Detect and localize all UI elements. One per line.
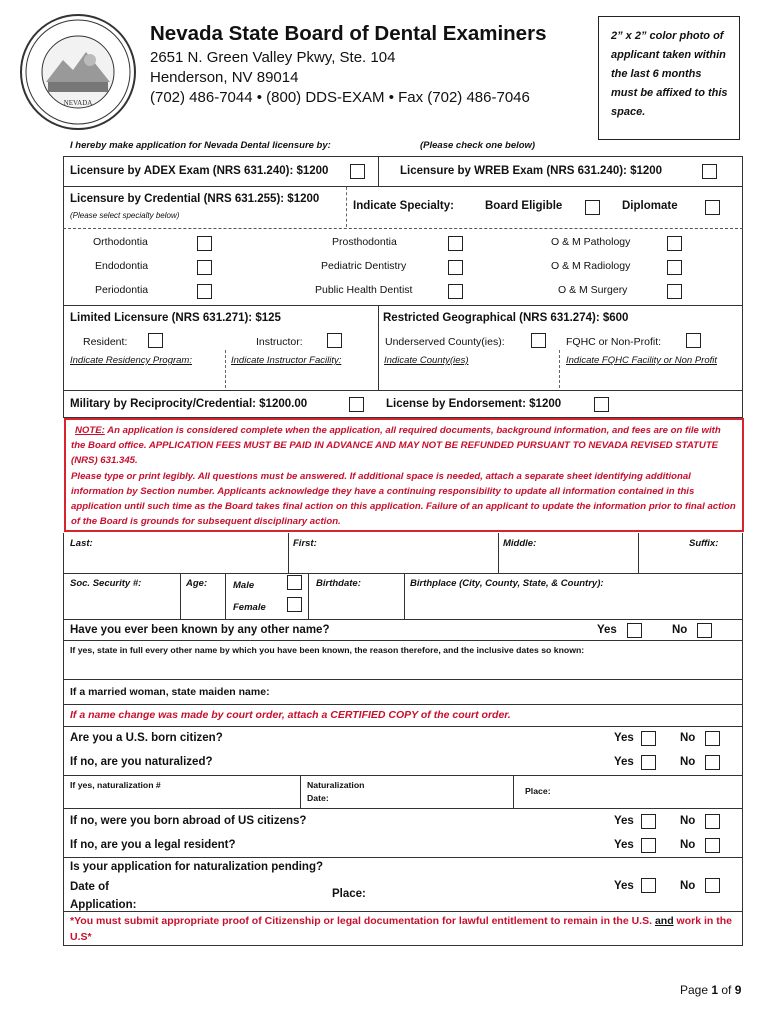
instructor-label: Instructor: xyxy=(256,336,303,348)
proof-note-text: *You must submit appropriate proof of Citizenship or legal documentation for lawful entitlement to remain in the U.S. xyxy=(70,915,653,927)
specialty-periodontia-checkbox[interactable] xyxy=(197,284,212,299)
divider xyxy=(63,228,743,229)
legal-resident-yes-checkbox[interactable] xyxy=(641,838,656,853)
first-name-label[interactable]: First: xyxy=(293,538,317,549)
us-born-yes-label: Yes xyxy=(614,732,634,744)
svg-text:NEVADA: NEVADA xyxy=(63,99,93,107)
note-text-1: An application is considered complete when the application, all required documents, background information, and fees are on file with the Board office. APPLICATION FEES MUST BE PAID IN ADVANCE AND MAY NOT BE REFUNDED PURSUANT TO NEVADA REVISED STATUTE (NRS) 631.345. xyxy=(71,425,721,467)
specialty-om-pathology-checkbox[interactable] xyxy=(667,236,682,251)
divider xyxy=(63,857,743,858)
male-checkbox[interactable] xyxy=(287,575,302,590)
specialty-pediatric-checkbox[interactable] xyxy=(448,260,463,275)
indicate-counties-label: Indicate County(ies) xyxy=(384,355,469,366)
female-checkbox[interactable] xyxy=(287,597,302,612)
page-of: of xyxy=(718,983,735,997)
naturalized-question: If no, are you naturalized? xyxy=(70,756,213,768)
divider xyxy=(513,775,514,808)
restricted-geographical-label: Restricted Geographical (NRS 631.274): $600 xyxy=(383,312,629,324)
specialty-endodontia-label: Endodontia xyxy=(95,260,149,272)
indicate-specialty-label: Indicate Specialty: xyxy=(353,200,454,212)
legal-resident-yes-label: Yes xyxy=(614,839,634,851)
other-name-question: Have you ever been known by any other name? xyxy=(70,624,330,636)
male-label: Male xyxy=(233,580,255,591)
credential-option-label: Licensure by Credential (NRS 631.255): $1200 xyxy=(70,193,320,205)
address-line-1: 2651 N. Green Valley Pkwy, Ste. 104 xyxy=(150,49,396,66)
page-total: 9 xyxy=(734,983,742,997)
note-text-2: Please type or print legibly. All questions must be answered. If additional space is needed, attach a separate sheet identifying additional information by Section number. Applicants acknowledge they have a continuing responsibility to update all information contained in this application until such time as the Board takes final action on this application. Failure of an applicant to update the information prior to final action of the Board is grounds for subsequent disciplinary action. xyxy=(71,470,736,528)
pending-question: Is your application for naturalization pending? xyxy=(70,861,324,873)
divider xyxy=(63,186,743,187)
divider xyxy=(63,305,743,306)
pending-yes-label: Yes xyxy=(614,880,634,892)
ssn-label[interactable]: Soc. Security #: xyxy=(70,578,142,589)
date-of-application-text: Date of Application: xyxy=(70,881,137,911)
naturalized-yes-label: Yes xyxy=(614,756,634,768)
wreb-option-label: Licensure by WREB Exam (NRS 631.240): $1200 xyxy=(400,165,663,177)
age-label[interactable]: Age: xyxy=(186,578,208,589)
naturalized-no-label: No xyxy=(680,756,696,768)
born-abroad-no-checkbox[interactable] xyxy=(705,814,720,829)
divider xyxy=(63,679,743,680)
other-name-no-checkbox[interactable] xyxy=(697,623,712,638)
divider xyxy=(404,573,405,619)
date-of-application-label[interactable] xyxy=(70,878,140,914)
legal-resident-no-label: No xyxy=(680,839,696,851)
wreb-checkbox[interactable] xyxy=(702,164,717,179)
endorsement-option-label: License by Endorsement: $1200 xyxy=(386,398,562,410)
pending-yes-checkbox[interactable] xyxy=(641,878,656,893)
check-one-note: (Please check one below) xyxy=(420,140,536,151)
us-born-no-checkbox[interactable] xyxy=(705,731,720,746)
specialty-prosthodontia-checkbox[interactable] xyxy=(448,236,463,251)
adex-checkbox[interactable] xyxy=(350,164,365,179)
specialty-om-radiology-checkbox[interactable] xyxy=(667,260,682,275)
citizenship-proof-note xyxy=(70,914,736,945)
specialty-public-health-label: Public Health Dentist xyxy=(315,284,413,296)
pending-no-checkbox[interactable] xyxy=(705,878,720,893)
other-name-instructions[interactable]: If yes, state in full every other name by which you have been known, the reason therefore, and the inclusive dates so known: xyxy=(70,645,585,655)
application-place-label[interactable]: Place: xyxy=(332,888,366,900)
board-title: Nevada State Board of Dental Examiners xyxy=(150,22,547,45)
specialty-om-pathology-label: O & M Pathology xyxy=(551,236,631,248)
divider xyxy=(63,808,743,809)
divider xyxy=(346,187,347,227)
military-option-label: Military by Reciprocity/Credential: $1200.00 xyxy=(70,398,308,410)
diplomate-checkbox[interactable] xyxy=(705,200,720,215)
naturalization-number-label[interactable] xyxy=(70,779,180,792)
born-abroad-yes-checkbox[interactable] xyxy=(641,814,656,829)
credential-note: (Please select specialty below) xyxy=(70,211,180,220)
born-abroad-yes-label: Yes xyxy=(614,815,634,827)
other-name-no-label: No xyxy=(672,624,688,636)
us-born-yes-checkbox[interactable] xyxy=(641,731,656,746)
divider xyxy=(63,911,743,912)
specialty-orthodontia-label: Orthodontia xyxy=(93,236,148,248)
divider xyxy=(63,390,743,391)
naturalization-date-label[interactable] xyxy=(307,779,387,805)
born-abroad-no-label: No xyxy=(680,815,696,827)
proof-note-and: and xyxy=(654,915,674,927)
page-current: 1 xyxy=(711,983,719,997)
divider xyxy=(63,726,743,727)
suffix-label[interactable]: Suffix: xyxy=(689,538,719,549)
legal-resident-question: If no, are you a legal resident? xyxy=(70,839,236,851)
specialty-om-surgery-checkbox[interactable] xyxy=(667,284,682,299)
adex-option-label: Licensure by ADEX Exam (NRS 631.240): $1200 xyxy=(70,165,329,177)
divider xyxy=(308,573,309,619)
pending-no-label: No xyxy=(680,880,696,892)
name-change-note: If a name change was made by court order, attach a CERTIFIED COPY of the court order. xyxy=(70,709,511,721)
naturalization-date-text: Naturalization Date: xyxy=(307,780,365,803)
board-eligible-checkbox[interactable] xyxy=(585,200,600,215)
state-seal xyxy=(18,12,138,132)
resident-label: Resident: xyxy=(83,336,128,348)
specialty-periodontia-label: Periodontia xyxy=(95,284,149,296)
divider xyxy=(378,305,379,390)
specialty-om-radiology-label: O & M Radiology xyxy=(551,260,631,272)
resident-checkbox[interactable] xyxy=(148,333,163,348)
note-label: NOTE: xyxy=(75,425,105,436)
divider xyxy=(63,573,743,574)
divider xyxy=(559,350,560,388)
board-eligible-label: Board Eligible xyxy=(485,200,563,212)
middle-name-label[interactable]: Middle: xyxy=(503,538,537,549)
divider xyxy=(638,533,639,573)
residency-program-label: Indicate Residency Program: xyxy=(70,355,192,366)
birthdate-label[interactable]: Birthdate: xyxy=(316,578,361,589)
instructor-checkbox[interactable] xyxy=(327,333,342,348)
divider xyxy=(63,640,743,641)
photo-instructions: 2” x 2” color photo of applicant taken within the last 6 months must be affixed to this space. xyxy=(611,30,728,118)
naturalized-yes-checkbox[interactable] xyxy=(641,755,656,770)
maiden-name-label[interactable]: If a married woman, state maiden name: xyxy=(70,686,270,698)
born-abroad-question: If no, were you born abroad of US citizens? xyxy=(70,815,307,827)
us-born-question: Are you a U.S. born citizen? xyxy=(70,732,223,744)
page-prefix: Page xyxy=(680,983,712,997)
specialty-pediatric-label: Pediatric Dentistry xyxy=(321,260,407,272)
last-name-label[interactable]: Last: xyxy=(70,538,93,549)
us-born-no-label: No xyxy=(680,732,696,744)
divider xyxy=(225,573,226,619)
photo-box[interactable] xyxy=(598,16,740,140)
military-checkbox[interactable] xyxy=(349,397,364,412)
divider xyxy=(225,350,226,388)
application-note xyxy=(64,418,744,532)
divider xyxy=(288,533,289,573)
fqhc-checkbox[interactable] xyxy=(686,333,701,348)
phone-line: (702) 486-7044 • (800) DDS-EXAM • Fax (702) 486-7046 xyxy=(150,89,530,106)
underserved-label: Underserved County(ies): xyxy=(385,336,505,348)
naturalization-number-text: If yes, naturalization # xyxy=(70,780,161,790)
address-line-2: Henderson, NV 89014 xyxy=(150,69,299,86)
divider xyxy=(180,573,181,619)
birthplace-label[interactable]: Birthplace (City, County, State, & Country): xyxy=(410,578,604,589)
instructor-facility-label: Indicate Instructor Facility: xyxy=(231,355,342,366)
naturalized-no-checkbox[interactable] xyxy=(705,755,720,770)
diplomate-label: Diplomate xyxy=(622,200,678,212)
other-name-yes-label: Yes xyxy=(597,624,617,636)
page-number xyxy=(680,983,741,997)
specialty-endodontia-checkbox[interactable] xyxy=(197,260,212,275)
underserved-checkbox[interactable] xyxy=(531,333,546,348)
proof-note-tail: work in the U.S* xyxy=(70,915,732,943)
naturalization-place-label[interactable]: Place: xyxy=(525,786,551,796)
application-line: I hereby make application for Nevada Dental licensure by: xyxy=(70,140,331,151)
fqhc-label: FQHC or Non-Profit: xyxy=(566,336,662,348)
other-name-yes-checkbox[interactable] xyxy=(627,623,642,638)
divider xyxy=(63,704,743,705)
divider xyxy=(300,775,301,808)
divider xyxy=(63,619,743,620)
female-label: Female xyxy=(233,602,266,613)
divider xyxy=(378,156,379,186)
legal-resident-no-checkbox[interactable] xyxy=(705,838,720,853)
limited-licensure-label: Limited Licensure (NRS 631.271): $125 xyxy=(70,312,281,324)
specialty-om-surgery-label: O & M Surgery xyxy=(558,284,628,296)
specialty-public-health-checkbox[interactable] xyxy=(448,284,463,299)
endorsement-checkbox[interactable] xyxy=(594,397,609,412)
specialty-prosthodontia-label: Prosthodontia xyxy=(332,236,397,248)
fqhc-facility-label: Indicate FQHC Facility or Non Profit xyxy=(566,355,717,366)
divider xyxy=(498,533,499,573)
specialty-orthodontia-checkbox[interactable] xyxy=(197,236,212,251)
divider xyxy=(63,775,743,776)
